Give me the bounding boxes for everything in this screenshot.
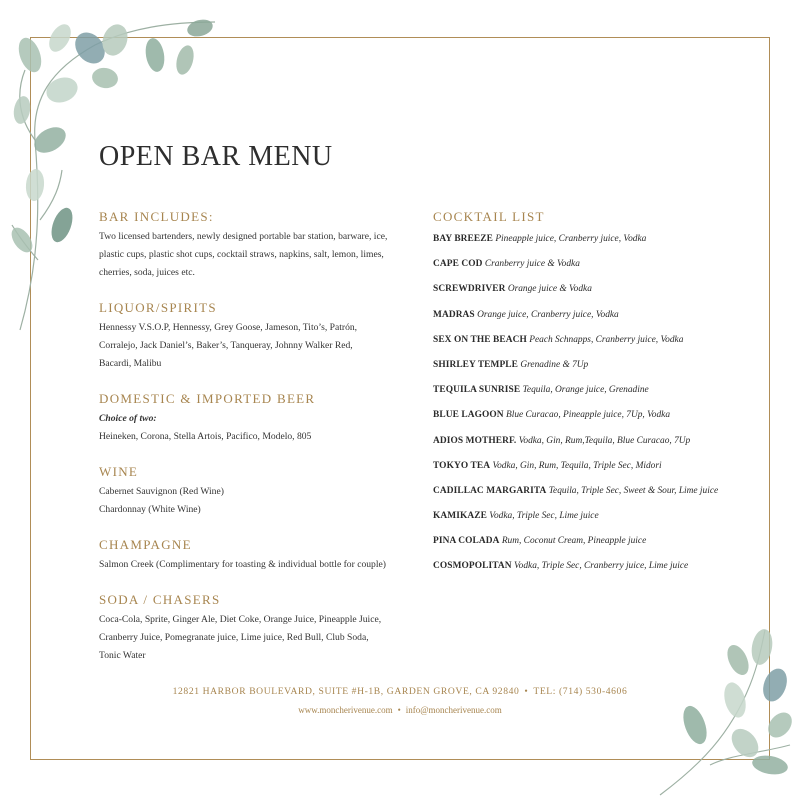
section-heading: DOMESTIC & IMPORTED BEER [99,391,316,406]
cocktail-item [433,534,763,559]
separator-dot: • [397,705,401,715]
page-title: OPEN BAR MENU [99,141,333,172]
cocktail-ingredients: Tequila, Orange juice, Grenadine [522,385,649,396]
cocktail-name: TEQUILA SUNRISE [433,385,521,396]
cocktail-name: KAMIKAZE [433,511,487,522]
cocktail-item [433,282,763,307]
separator-dot: • [524,686,529,697]
cocktail-ingredients: Cranberry juice & Vodka [484,259,580,270]
website-link[interactable]: www.moncherivenue.com [298,705,393,715]
section-heading: SODA / CHASERS [99,592,221,607]
cocktail-ingredients: Orange juice, Cranberry juice, Vodka [477,309,619,320]
section-heading: CHAMPAGNE [99,537,192,552]
cocktail-name: SHIRLEY TEMPLE [433,359,519,370]
cocktail-ingredients: Vodka, Gin, Rum, Tequila, Triple Sec, Midori [492,460,662,471]
cocktail-name: CADILLAC MARGARITA [433,485,547,496]
cocktail-name: BAY BREEZE [433,234,493,244]
cocktail-name: PINA COLADA [433,536,500,547]
phone-text: TEL: (714) 530-4606 [533,686,628,697]
cocktail-name: COSMOPOLITAN [433,561,512,572]
cocktail-item [433,257,763,282]
cocktail-item [433,408,763,433]
section-body: Heineken, Corona, Stella Artois, Pacifico, Modelo, 805 [99,431,312,442]
cocktail-name: CAPE COD [433,259,483,270]
cocktail-ingredients: Tequila, Triple Sec, Sweet & Sour, Lime juice [548,485,719,496]
section-body: Coca-Cola, Sprite, Ginger Ale, Diet Coke, Orange Juice, Pineapple Juice, Cranberry Juice, Pomegranate juice, Lime juice, Red Bull, Club Soda, Tonic Water [99,614,382,661]
left-column [99,209,419,683]
cocktail-ingredients: Vodka, Triple Sec, Cranberry juice, Lime juice [513,561,689,572]
cocktail-item [433,333,763,358]
menu-section [99,209,419,282]
cocktail-ingredients: Pineapple juice, Cranberry juice, Vodka [495,234,647,244]
cocktail-ingredients: Blue Curacao, Pineapple juice, 7Up, Vodka [506,410,671,421]
section-heading: LIQUOR/SPIRITS [99,300,217,315]
footer-address-line [30,684,770,700]
cocktail-name: ADIOS MOTHERF. [433,435,517,446]
cocktail-list-heading: COCKTAIL LIST [433,209,545,224]
section-body: Hennessy V.S.O.P, Hennessy, Grey Goose, Jameson, Tito’s, Patrón, Corralejo, Jack Daniel’s, Baker’s, Tanqueray, Johnny Walker Red, Bacardi, Malibu [99,322,358,369]
cocktail-name: SCREWDRIVER [433,284,506,295]
cocktail-name: MADRAS [433,309,475,320]
menu-section [99,300,419,373]
section-body: Salmon Creek (Complimentary for toasting & individual bottle for couple) [99,559,386,570]
cocktail-name: BLUE LAGOON [433,410,504,421]
address-text: 12821 HARBOR BOULEVARD, SUITE #H-1B, GARDEN GROVE, CA 92840 [172,686,520,697]
menu-section [99,537,419,574]
footer-contact-line [30,702,770,718]
cocktail-name: SEX ON THE BEACH [433,334,527,345]
section-heading: WINE [99,464,139,479]
cocktail-ingredients: Peach Schnapps, Cranberry juice, Vodka [529,334,684,345]
cocktail-item [433,383,763,408]
cocktail-item [433,232,763,257]
section-body: Two licensed bartenders, newly designed portable bar station, barware, ice, plastic cups, plastic shot cups, cocktail straws, napkins, salt, lemon, limes, cherries, soda, juices etc. [99,231,388,278]
section-heading: BAR INCLUDES: [99,209,214,224]
cocktail-item [433,308,763,333]
cocktail-item [433,484,763,509]
cocktail-list [433,232,763,585]
section-body: Cabernet Sauvignon (Red Wine) Chardonnay (White Wine) [99,486,224,515]
cocktail-name: TOKYO TEA [433,460,491,471]
cocktail-ingredients: Rum, Coconut Cream, Pineapple juice [501,536,647,547]
cocktail-item [433,559,763,584]
cocktail-item [433,509,763,534]
cocktail-item [433,358,763,383]
right-column [433,209,763,585]
menu-section [99,391,419,446]
menu-section [99,592,419,665]
email-link[interactable]: info@moncherivenue.com [405,705,502,715]
cocktail-ingredients: Vodka, Triple Sec, Lime juice [489,511,599,522]
cocktail-ingredients: Grenadine & 7Up [520,359,589,370]
section-note: Choice of two: [99,413,157,424]
cocktail-item [433,434,763,459]
cocktail-ingredients: Vodka, Gin, Rum,Tequila, Blue Curacao, 7Up [518,435,691,446]
cocktail-ingredients: Orange juice & Vodka [507,284,592,295]
footer [30,684,770,718]
cocktail-item [433,459,763,484]
menu-section [99,464,419,519]
